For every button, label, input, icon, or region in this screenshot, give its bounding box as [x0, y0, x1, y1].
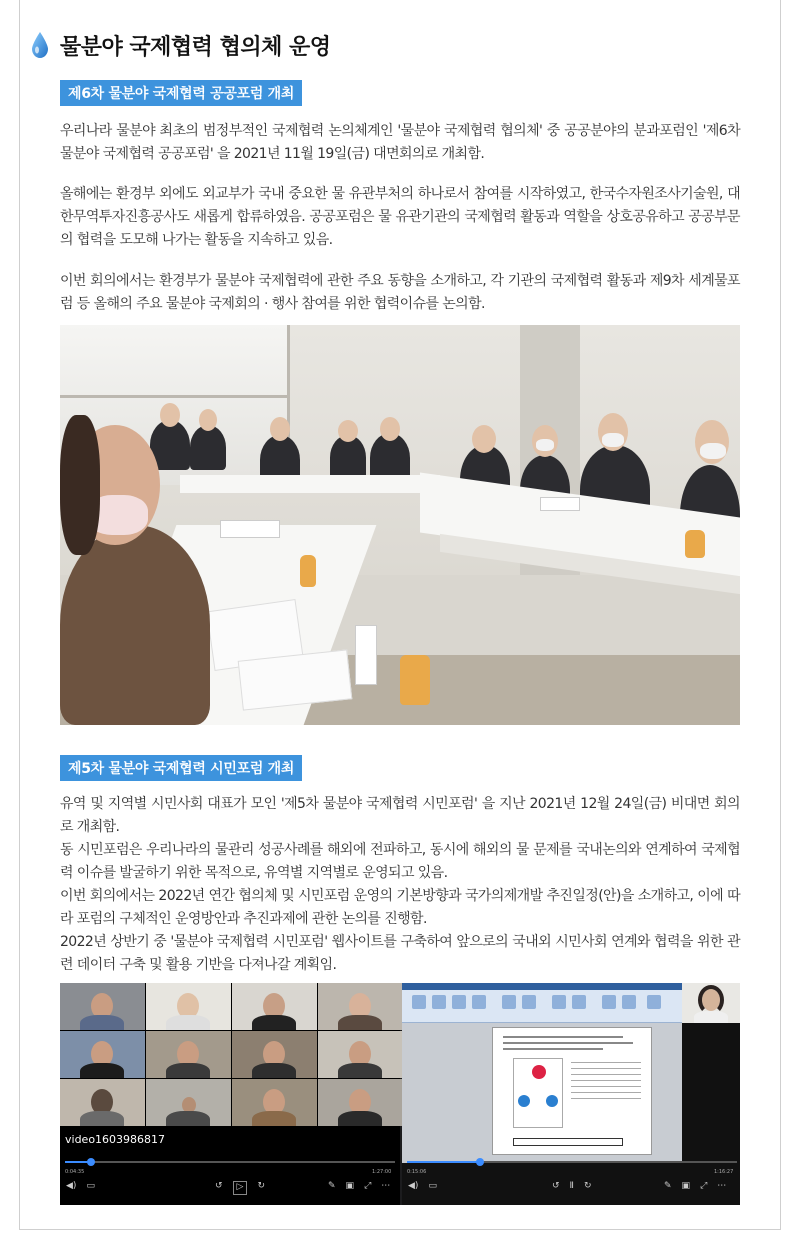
- video-controls-center: [215, 1181, 265, 1195]
- paragraph: 유역 및 지역별 시민사회 대표가 모인 '제5차 물분야 국제협력 시민포럼' 을 지난 2021년 12월 24일(금) 비대면 회의로 개최함.: [60, 796, 740, 835]
- edit-icon[interactable]: ✎: [664, 1181, 672, 1191]
- section-tag-citizen-forum: 제5차 물분야 국제협력 시민포럼 개최: [60, 755, 302, 781]
- more-icon[interactable]: ⋯: [381, 1181, 391, 1191]
- video-time-current: 0:04:35: [65, 1169, 85, 1175]
- page-heading: [30, 28, 331, 62]
- rewind-icon[interactable]: ↺: [215, 1181, 223, 1191]
- shared-document-view: [402, 983, 740, 1205]
- caption-icon[interactable]: ▭: [428, 1181, 437, 1191]
- presenter-webcam: [682, 983, 740, 1023]
- fullscreen-icon[interactable]: ⤢: [700, 1181, 708, 1191]
- forward-icon[interactable]: ↻: [257, 1181, 266, 1191]
- video-controls-right-right: [664, 1181, 726, 1195]
- caption-icon[interactable]: ▭: [86, 1181, 95, 1191]
- fullscreen-icon[interactable]: ⤢: [364, 1181, 372, 1191]
- paragraph: 이번 회의에서는 2022년 연간 협의체 및 시민포럼 운영의 기본방향과 국가의제개발 추진일정(안)을 소개하고, 이에 따라 포럼의 구체적인 운영방안과 추진과제에 관한 논의를 진행함.: [60, 888, 740, 927]
- video-label: video1603986817: [65, 1133, 166, 1146]
- meeting-photo: [60, 325, 740, 725]
- video-controls-center-right: [552, 1181, 592, 1195]
- paragraph: 우리나라 물분야 최초의 범정부적인 국제협력 논의체계인 '물분야 국제협력 협의체' 중 공공분야의 분과포럼인 '제6차 물분야 국제협력 공공포럼' 을 2021년 11월 19일(금) 대면회의로 개최함.: [60, 123, 740, 162]
- video-controls-right: [328, 1181, 390, 1195]
- paragraph: 2022년 상반기 중 '물분야 국제협력 시민포럼' 웹사이트를 구축하여 앞으로의 국내외 시민사회 연계와 협력을 위한 관련 데이터 구축 및 활용 기반을 다져나갈 계획임.: [60, 934, 740, 973]
- water-drop-icon: [30, 31, 50, 59]
- volume-icon[interactable]: ◀): [408, 1181, 419, 1191]
- participant-grid: [60, 983, 400, 1205]
- volume-icon[interactable]: ◀): [66, 1181, 77, 1191]
- video-call-screenshot: [60, 983, 740, 1205]
- paragraph: 올해에는 환경부 외에도 외교부가 국내 중요한 물 유관부처의 하나로서 참여를 시작하였고, 한국수자원조사기술원, 대한무역투자진흥공사도 새롭게 합류하였음. 공공포럼은 물 유관기관의 국제협력 활동과 역할을 상호공유하고 공공부문의 협력을 도모해 나가는 활동을 지속하고 있음.: [60, 186, 740, 248]
- video-progress-bar[interactable]: [65, 1161, 395, 1163]
- section-tag-public-forum: 제6차 물분야 국제협력 공공포럼 개최: [60, 80, 302, 106]
- video-time-total: 1:27:00: [372, 1169, 392, 1175]
- more-icon[interactable]: ⋯: [717, 1181, 727, 1191]
- forward-icon[interactable]: ↻: [583, 1181, 592, 1191]
- paragraph: 동 시민포럼은 우리나라의 물관리 성공사례를 해외에 전파하고, 동시에 해외의 물 문제를 국내논의와 연계하여 국제협력 이슈를 발굴하기 위한 목적으로, 유역별 지역별로 운영되고 있음.: [60, 842, 740, 881]
- video-time-total-right: 1:16:27: [714, 1169, 734, 1175]
- cast-icon[interactable]: ▣: [345, 1181, 355, 1191]
- video-progress-bar-right[interactable]: [407, 1161, 737, 1163]
- cast-icon[interactable]: ▣: [681, 1181, 691, 1191]
- play-icon[interactable]: ▷: [233, 1181, 248, 1195]
- rewind-icon[interactable]: ↺: [552, 1181, 560, 1191]
- edit-icon[interactable]: ✎: [328, 1181, 336, 1191]
- paragraph: 이번 회의에서는 환경부가 물분야 국제협력에 관한 주요 동향을 소개하고, 각 기관의 국제협력 활동과 제9차 세계물포럼 등 올해의 주요 물분야 국제회의 · 행사 참여를 위한 협력이슈를 논의함.: [60, 273, 740, 312]
- page-title: 물분야 국제협력 협의체 운영: [60, 34, 331, 60]
- pause-icon[interactable]: Ⅱ: [569, 1181, 574, 1191]
- video-time-current-right: 0:15:06: [407, 1169, 427, 1175]
- video-controls-left: [66, 1181, 95, 1195]
- video-controls-left-right: [408, 1181, 437, 1195]
